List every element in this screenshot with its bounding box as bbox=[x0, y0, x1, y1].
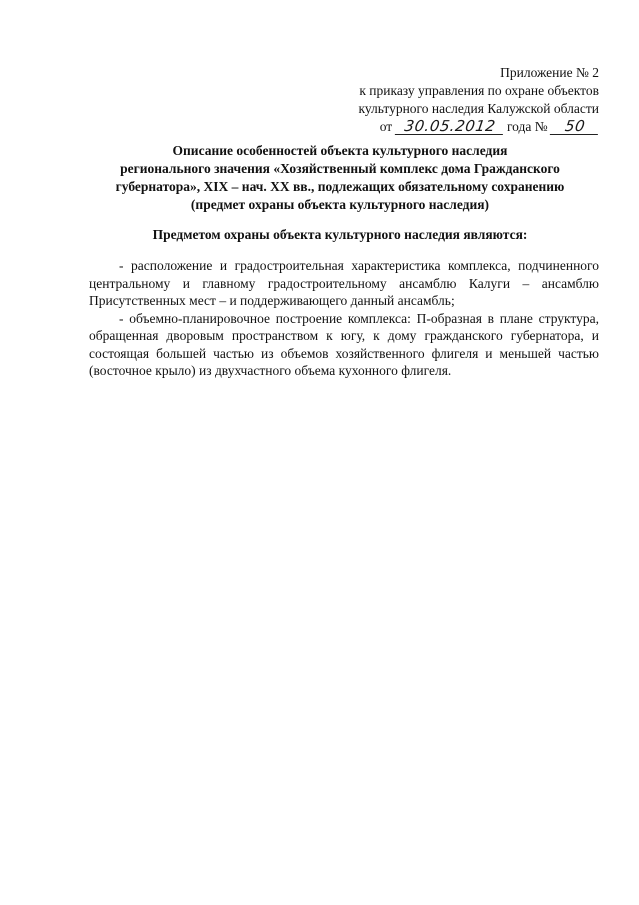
date-prefix: от bbox=[379, 119, 393, 134]
issuing-authority: культурного наследия Калужской области bbox=[358, 101, 599, 116]
document-title bbox=[80, 142, 600, 214]
title-line-2: регионального значения «Хозяйственный комплекс дома Гражданского bbox=[120, 161, 560, 176]
order-reference: к приказу управления по охране объектов bbox=[359, 83, 599, 98]
title-line-3: губернатора», XIX – нач. XX вв., подлежащих обязательному сохранению bbox=[115, 179, 565, 194]
paragraph-planning: - объемно-планировочное построение комплекса: П-образная в плане структура, обращенная дворовым пространством к югу, к дому гражданского губернатора, и состоящая большей частью из объемов хозяйственного флигеля и меньшей частью (восточное крыло) из двухчастного объема кухонного флигеля. bbox=[89, 310, 599, 378]
year-number-label: года № bbox=[506, 119, 548, 134]
appendix-number: Приложение № 2 bbox=[500, 65, 599, 80]
appendix-header bbox=[299, 64, 599, 136]
title-line-4: (предмет охраны объекта культурного наследия) bbox=[190, 197, 490, 212]
paragraph-location: - расположение и градостроительная характеристика комплекса, подчиненного центральному и главному градостроительному ансамблю Калуги – ансамблю Присутственных мест – и поддерживающего данный ансамбль; bbox=[89, 258, 599, 308]
subject-heading: Предметом охраны объекта культурного наследия являются: bbox=[152, 227, 528, 242]
handwritten-date: 30.05.2012 bbox=[394, 118, 504, 135]
body-text bbox=[89, 257, 599, 380]
handwritten-order-number: 50 bbox=[550, 118, 600, 135]
title-line-1: Описание особенностей объекта культурного наследия bbox=[172, 143, 508, 158]
order-date-line bbox=[299, 118, 599, 136]
